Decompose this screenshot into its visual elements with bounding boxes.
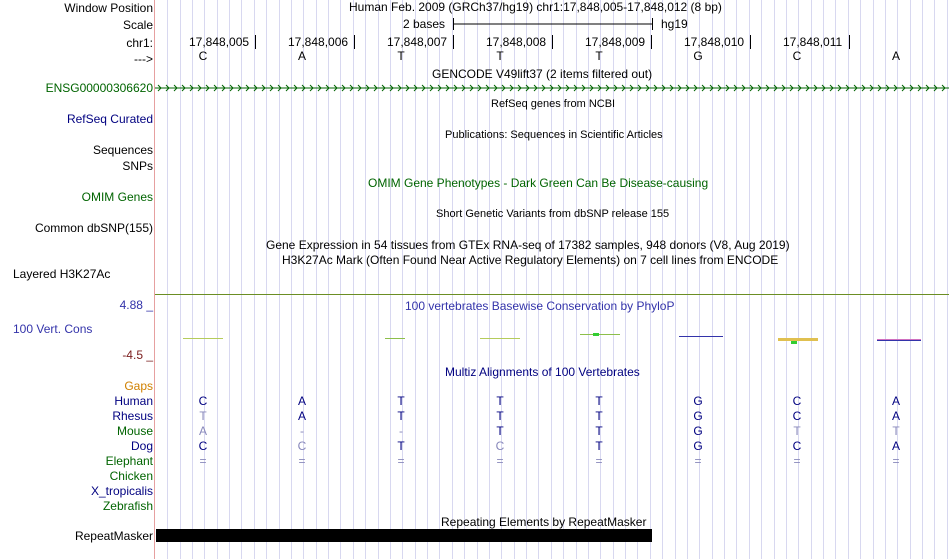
alignment-base: C [198, 394, 208, 408]
coordinate-tick-label: 17,848,010 [684, 35, 745, 49]
alignment-base: - [399, 424, 403, 438]
phylop-track-title[interactable]: 100 vertebrates Basewise Conservation by PhyloP [405, 299, 675, 313]
alignment-base: C [495, 439, 505, 453]
scale-bases-text: 2 bases [403, 17, 446, 31]
phylop-max-value: 4.88 _ [119, 298, 153, 312]
reference-base: T [595, 49, 603, 63]
gtex-track-title[interactable]: Gene Expression in 54 tissues from GTEx RNA-seq of 17382 samples, 948 donors (V8, Aug 2019) [266, 238, 790, 252]
alignment-base: T [595, 439, 603, 453]
coordinate-tick-label: 17,848,009 [585, 35, 646, 49]
species-label-elephant[interactable]: Elephant [105, 454, 153, 468]
alignment-base: = [793, 454, 801, 468]
alignment-base: A [891, 394, 900, 408]
coordinate-tick [453, 35, 454, 49]
alignment-base: - [300, 424, 304, 438]
phylop-bar [480, 338, 520, 339]
publications-track-title[interactable]: Publications: Sequences in Scientific Articles [445, 129, 663, 141]
alignment-base: G [693, 409, 703, 423]
coordinate-tick-label: 17,848,006 [288, 35, 349, 49]
repeatmasker-track-title[interactable]: Repeating Elements by RepeatMasker [441, 515, 647, 529]
alignment-base: = [595, 454, 603, 468]
alignment-base: T [496, 424, 504, 438]
species-label-human[interactable]: Human [114, 394, 153, 408]
alignment-base: T [496, 394, 504, 408]
alignment-base: T [397, 439, 405, 453]
alignment-base: T [595, 394, 603, 408]
phylop-signal[interactable] [155, 328, 949, 348]
phylop-bar [593, 333, 599, 336]
dbsnp-track-title[interactable]: Short Genetic Variants from dbSNP release 155 [436, 208, 670, 220]
phylop-bar [385, 338, 405, 339]
common-dbsnp-label[interactable]: Common dbSNP(155) [34, 221, 153, 235]
alignment-base: G [693, 394, 703, 408]
alignment-base: = [496, 454, 504, 468]
alignment-base: G [693, 439, 703, 453]
phylop-min-value: -4.5 _ [122, 348, 153, 362]
alignment-base: C [792, 409, 802, 423]
alignment-base: C [297, 439, 307, 453]
alignment-base: A [891, 409, 900, 423]
gencode-track-title[interactable]: GENCODE V49lift37 (2 items filtered out) [432, 67, 653, 81]
alignment-base: A [198, 424, 207, 438]
scale-bar [453, 18, 653, 30]
repeatmasker-element[interactable] [156, 529, 652, 542]
alignment-base: = [694, 454, 702, 468]
snps-label[interactable]: SNPs [122, 159, 153, 173]
scale-label: Scale [122, 18, 153, 32]
species-label-zebrafish[interactable]: Zebrafish [102, 499, 153, 513]
species-label-chicken[interactable]: Chicken [109, 469, 153, 483]
species-label-x-tropicalis[interactable]: X_tropicalis [90, 484, 153, 498]
alignment-base: G [693, 424, 703, 438]
omim-track-title[interactable]: OMIM Gene Phenotypes - Dark Green Can Be Disease-causing [368, 176, 709, 190]
phylop-bar [183, 338, 223, 339]
coordinate-tick [255, 35, 256, 49]
species-label-mouse[interactable]: Mouse [116, 424, 153, 438]
alignment-base: T [595, 424, 603, 438]
alignment-base: T [397, 409, 405, 423]
species-label-dog[interactable]: Dog [130, 439, 153, 453]
coordinate-tick [750, 35, 751, 49]
sequences-label[interactable]: Sequences [92, 143, 153, 157]
refseq-curated-label[interactable]: RefSeq Curated [66, 112, 153, 126]
alignment-base: = [298, 454, 306, 468]
alignment-base: T [892, 424, 900, 438]
coordinate-tick [552, 35, 553, 49]
alignment-base: = [199, 454, 207, 468]
window-position-text[interactable]: Human Feb. 2009 (GRCh37/hg19) chr1:17,848,005-17,848,012 (8 bp) [349, 0, 722, 14]
alignment-base: T [595, 409, 603, 423]
gaps-label[interactable]: Gaps [124, 379, 153, 393]
reference-base: A [297, 49, 306, 63]
gencode-gene-label[interactable]: ENSG00000306620 [45, 81, 153, 95]
reference-base: A [891, 49, 900, 63]
layered-h3k27ac-label[interactable]: Layered H3K27Ac [13, 267, 111, 281]
reference-base: C [792, 49, 802, 63]
refseq-track-title[interactable]: RefSeq genes from NCBI [491, 98, 616, 110]
scale-assembly-text: hg19 [661, 17, 688, 31]
coordinate-tick [354, 35, 355, 49]
alignment-base: C [198, 439, 208, 453]
alignment-base: C [792, 394, 802, 408]
coordinate-tick-label: 17,848,008 [486, 35, 547, 49]
species-label-rhesus[interactable]: Rhesus [112, 409, 153, 423]
h3k27ac-signal-baseline [155, 294, 949, 295]
chrom-label: chr1: [126, 36, 153, 50]
phylop-bar [791, 341, 797, 344]
phylop-bar [679, 336, 723, 337]
coordinate-tick [651, 35, 652, 49]
alignment-base: T [199, 409, 207, 423]
reference-base: C [198, 49, 208, 63]
gencode-gene-feature[interactable] [155, 82, 949, 94]
alignment-base: T [397, 394, 405, 408]
vert-cons-label[interactable]: 100 Vert. Cons [13, 322, 93, 336]
alignment-base: = [397, 454, 405, 468]
alignment-base: = [892, 454, 900, 468]
strand-label: ---> [134, 52, 153, 66]
alignment-base: C [792, 439, 802, 453]
phylop-bar [877, 340, 921, 341]
reference-base: T [397, 49, 405, 63]
alignment-base: A [891, 439, 900, 453]
omim-genes-label[interactable]: OMIM Genes [81, 190, 153, 204]
phylop-bar [778, 338, 818, 341]
alignment-base: A [297, 394, 306, 408]
window-position-label: Window Position [64, 1, 153, 15]
repeatmasker-label[interactable]: RepeatMasker [74, 529, 153, 543]
coordinate-tick [849, 35, 850, 49]
alignment-base: T [496, 409, 504, 423]
phylop-bar [580, 334, 620, 335]
h3k27ac-track-title[interactable]: H3K27Ac Mark (Often Found Near Active Regulatory Elements) on 7 cell lines from ENCODE [282, 253, 779, 267]
reference-base: G [693, 49, 703, 63]
coordinate-tick-label: 17,848,007 [387, 35, 448, 49]
coordinate-tick-label: 17,848,011 [783, 35, 843, 49]
multiz-track-title[interactable]: Multiz Alignments of 100 Vertebrates [445, 365, 640, 379]
alignment-base: A [297, 409, 306, 423]
alignment-base: T [793, 424, 801, 438]
coordinate-tick-label: 17,848,005 [189, 35, 250, 49]
reference-base: T [496, 49, 504, 63]
